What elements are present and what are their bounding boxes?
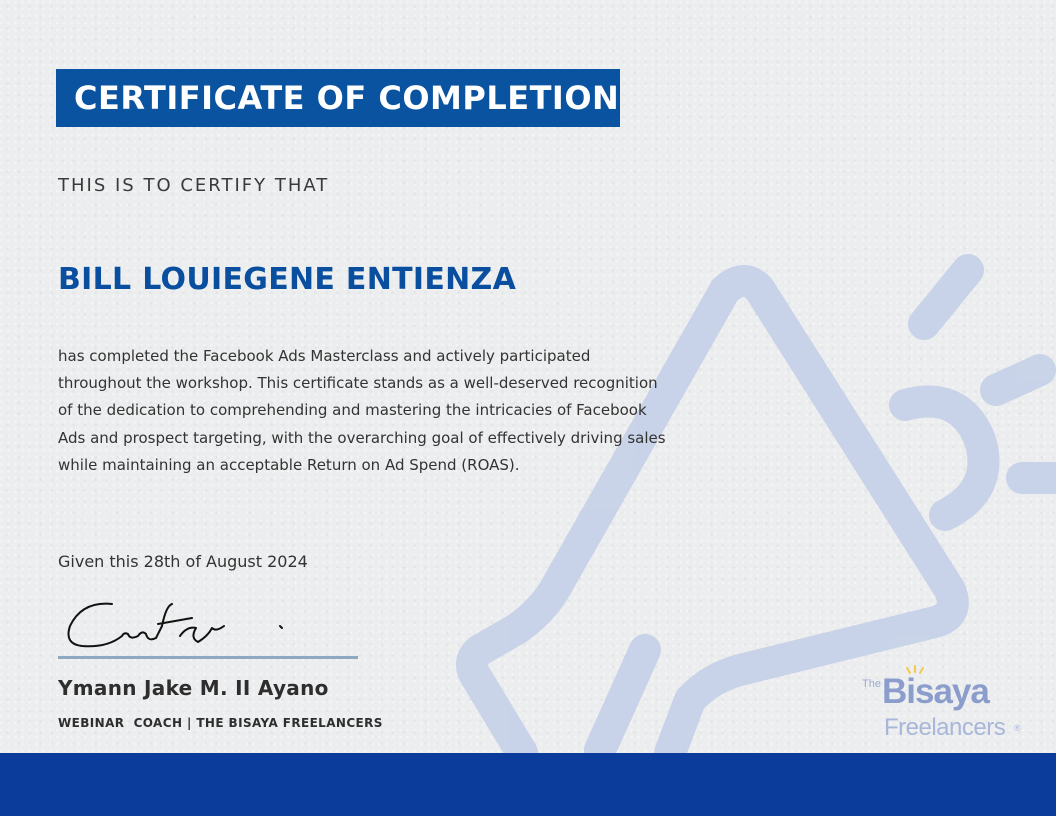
bisaya-freelancers-logo [860, 664, 1036, 744]
logo-bisaya: Bisaya [882, 672, 989, 711]
logo-registered-mark: ® [1014, 723, 1021, 733]
certificate-title: CERTIFICATE OF COMPLETION [56, 69, 620, 127]
footer-band [0, 753, 1056, 816]
certify-intro: THIS IS TO CERTIFY THAT [58, 175, 330, 196]
logo-the: The [862, 678, 881, 690]
logo-freelancers: Freelancers [884, 714, 1006, 741]
signature-line [58, 656, 358, 659]
signatory-role: WEBINAR COACH | THE BISAYA FREELANCERS [58, 716, 383, 730]
given-date: Given this 28th of August 2024 [58, 552, 308, 571]
certificate-body: has completed the Facebook Ads Masterclass and actively participated throughout the workshop. This certificate stands as a well-deserved recognition of the dedication to comprehending and mastering the intricacies of Facebook Ads and prospect targeting, with the overarching goal of effectively driving sales while maintaining an acceptable Return on Ad Spend (ROAS). [58, 347, 666, 474]
signatory-name: Ymann Jake M. II Ayano [58, 676, 329, 700]
recipient-name: BILL LOUIEGENE ENTIENZA [58, 262, 517, 297]
